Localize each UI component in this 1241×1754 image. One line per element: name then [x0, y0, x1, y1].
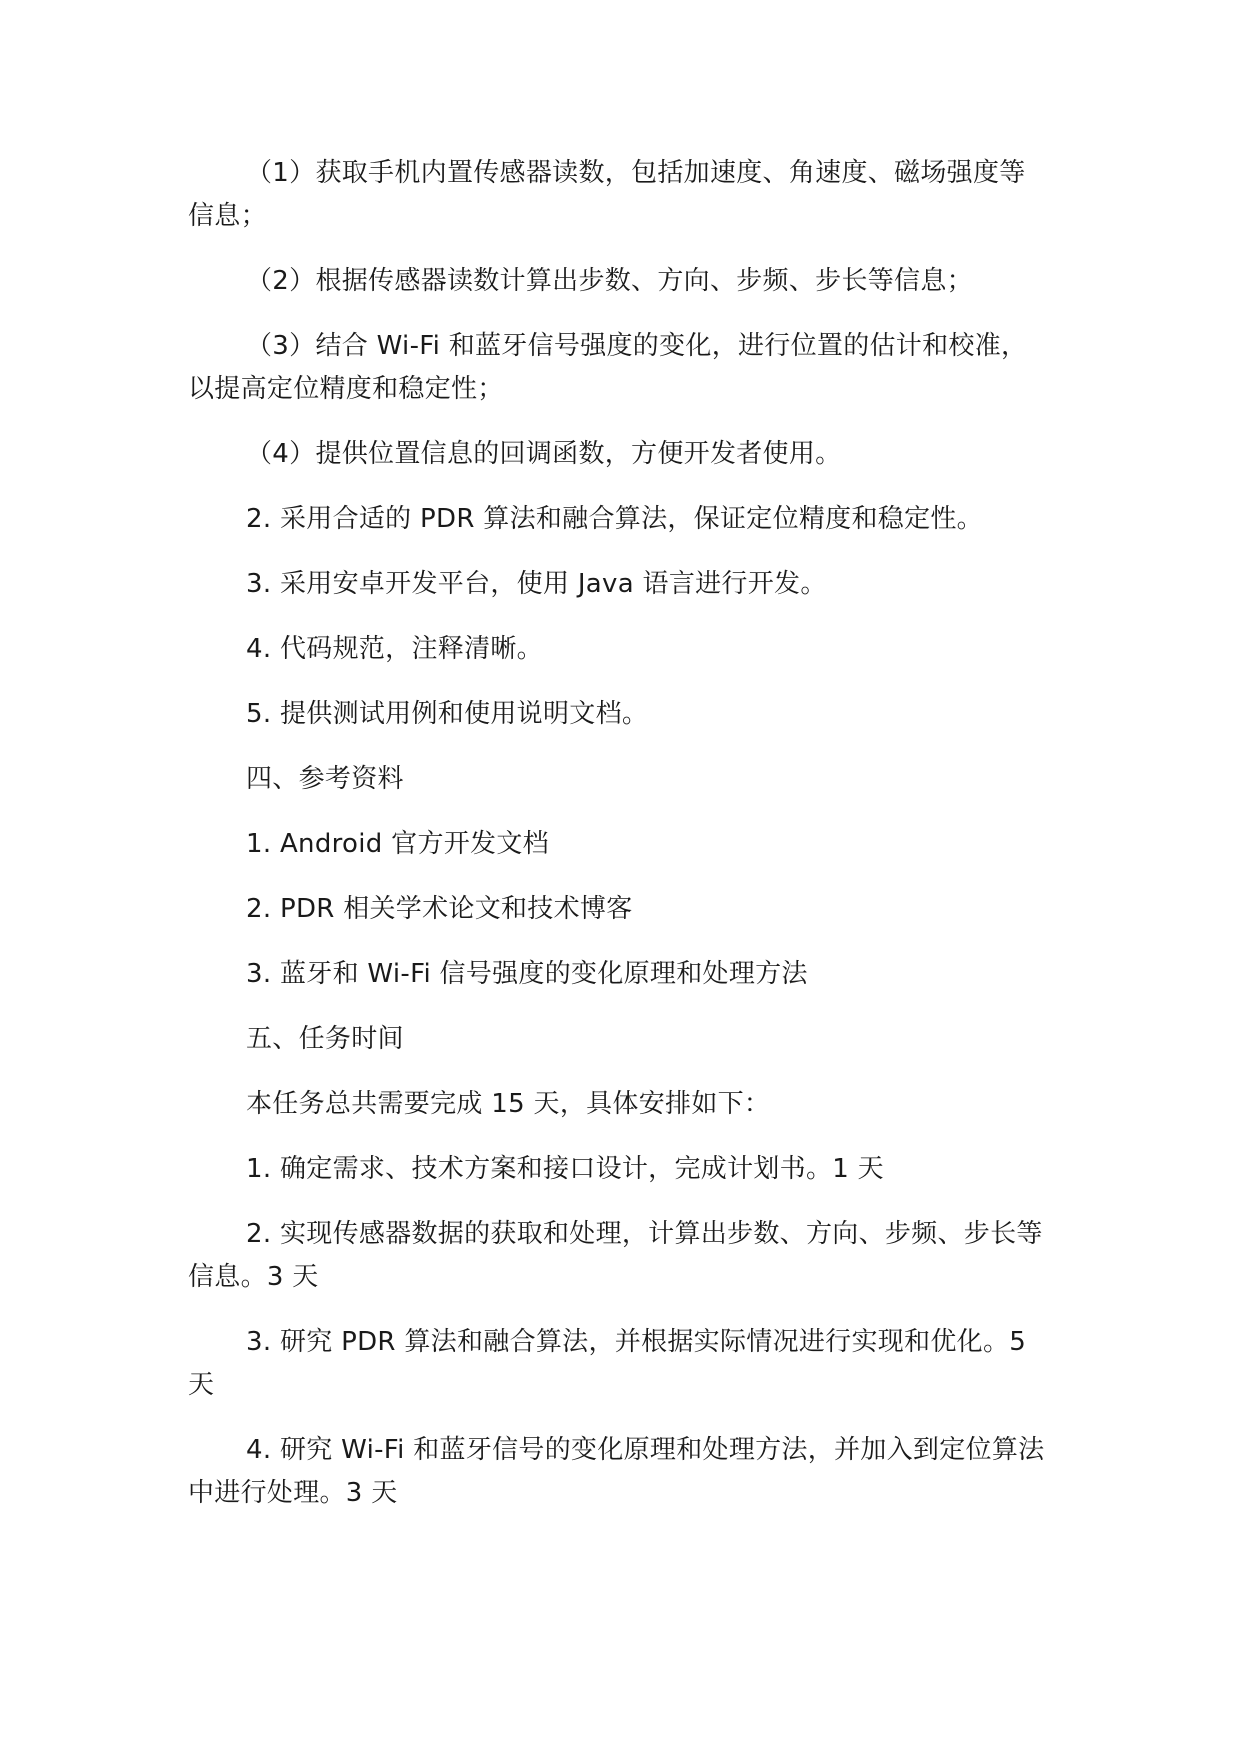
paragraph-callback-function: （4）提供位置信息的回调函数，方便开发者使用。: [246, 439, 842, 469]
schedule-intro: 本任务总共需要完成 15 天，具体安排如下：: [246, 1089, 771, 1119]
paragraph-code-standards: 4. 代码规范，注释清晰。: [246, 634, 543, 664]
paragraph-sensor-reading: （1）获取手机内置传感器读数，包括加速度、角速度、磁场强度等信息；: [188, 158, 1026, 231]
paragraph-android-java: 3. 采用安卓开发平台，使用 Java 语言进行开发。: [246, 569, 827, 599]
paragraph-pdr-algorithm: 2. 采用合适的 PDR 算法和融合算法，保证定位精度和稳定性。: [246, 504, 983, 534]
section-heading-schedule: 五、任务时间: [246, 1024, 404, 1054]
document-body: [188, 152, 1048, 1537]
reference-item-android-docs: 1. Android 官方开发文档: [246, 829, 549, 859]
schedule-item-sensor-data: 2. 实现传感器数据的获取和处理，计算出步数、方向、步频、步长等信息。3 天: [188, 1219, 1043, 1292]
schedule-item-wifi-bluetooth: 4. 研究 Wi-Fi 和蓝牙信号的变化原理和处理方法，并加入到定位算法中进行处理。3 天: [188, 1435, 1045, 1508]
section-heading-references: 四、参考资料: [246, 764, 404, 794]
reference-item-signal-strength: 3. 蓝牙和 Wi-Fi 信号强度的变化原理和处理方法: [246, 959, 808, 989]
schedule-item-pdr-research: 3. 研究 PDR 算法和融合算法，并根据实际情况进行实现和优化。5 天: [188, 1327, 1027, 1400]
paragraph-wifi-bluetooth-calibration: （3）结合 Wi-Fi 和蓝牙信号强度的变化，进行位置的估计和校准，以提高定位精度和稳定性；: [188, 331, 1028, 404]
reference-item-pdr-papers: 2. PDR 相关学术论文和技术博客: [246, 894, 633, 924]
paragraph-test-docs: 5. 提供测试用例和使用说明文档。: [246, 699, 649, 729]
schedule-item-requirements: 1. 确定需求、技术方案和接口设计，完成计划书。1 天: [246, 1154, 884, 1184]
paragraph-step-calculation: （2）根据传感器读数计算出步数、方向、步频、步长等信息；: [246, 266, 973, 296]
